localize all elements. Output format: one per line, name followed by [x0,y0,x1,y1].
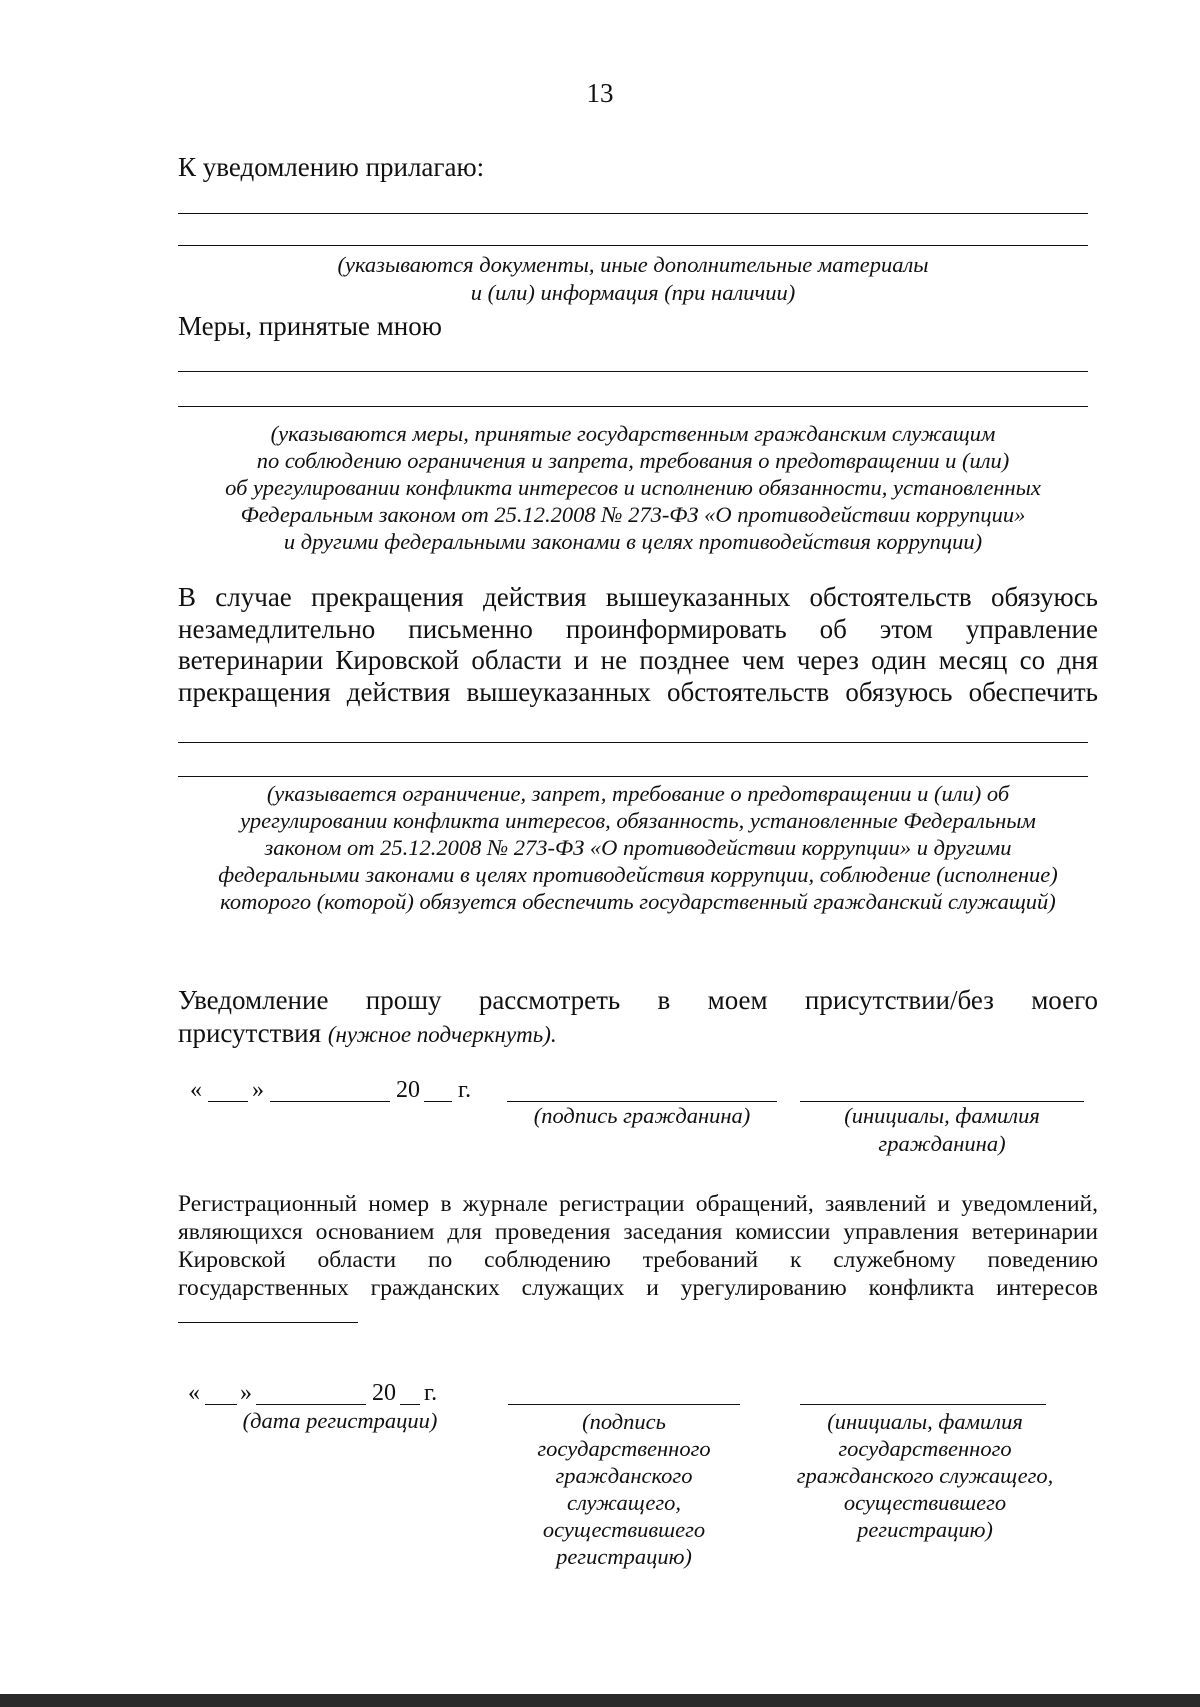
obligation-line: В случае прекращения действия вышеуказанных обстоятельств обязуюсь [178,582,1098,612]
request-line2-text: присутствия [178,1018,328,1048]
registrar-initials-caption-line: осуществившего [843,1490,1007,1515]
attach-hint-line2: и (или) информация (при наличии) [470,280,796,305]
measures-line-2 [178,406,1088,407]
obligation-hint [178,780,1098,915]
registration-number-line [178,1322,358,1323]
obligation-hint-line: (указывается ограничение, запрет, требование о предотвращении и (или) об [266,781,1010,806]
registrar-quote-open: « [188,1380,200,1406]
citizen-quote-open: « [190,1077,202,1103]
citizen-quote-close: » [252,1077,264,1103]
measures-hint [178,420,1088,555]
registration-line: государственных гражданских служащих и урегулированию конфликта интересов [178,1275,1098,1301]
registrar-initials-caption-line: государственного [838,1436,1012,1461]
registration-line: Кировской области по соблюдению требований к служебному поведению [178,1247,1098,1273]
measures-label: Меры, принятые мною [178,311,442,341]
obligation-paragraph [178,582,1098,708]
citizen-year-blank [424,1101,452,1102]
registration-line: Регистрационный номер в журнале регистрации обращений, заявлений и уведомлений, [178,1191,1098,1217]
obligation-hint-line: которого (которой) обязуется обеспечить государственный гражданский служащий) [220,889,1056,914]
registrar-initials-caption-line: (инициалы, фамилия [827,1409,1023,1434]
page-number: 13 [586,78,614,108]
registrar-signature-line [508,1404,740,1405]
measures-hint-line: (указываются меры, принятые государственным гражданским служащим [270,421,996,446]
registrar-signature-caption-line: государственного [537,1436,711,1461]
obligation-line-2 [178,776,1088,777]
registrar-initials-caption-line: регистрацию) [857,1517,993,1542]
citizen-month-blank [270,1101,390,1102]
obligation-hint-line: законом от 25.12.2008 № 273-ФЗ «О противодействии коррупции» и другими [264,835,1012,860]
measures-hint-line: и другими федеральными законами в целях противодействия коррупции) [283,529,983,554]
citizen-initials-caption-line1: (инициалы, фамилия [844,1103,1040,1128]
citizen-day-blank [208,1101,248,1102]
attach-line-1 [178,213,1088,214]
obligation-line: прекращения действия вышеуказанных обстоятельств обязуюсь обеспечить [178,676,1098,707]
registrar-date-caption: (дата регистрации) [242,1408,438,1433]
registrar-year-suffix: г. [424,1380,438,1406]
obligation-hint-line: урегулировании конфликта интересов, обязанность, установленные Федеральным [240,808,1036,833]
registrar-year-blank [400,1404,420,1405]
attach-line-2 [178,245,1088,246]
registration-line: являющихся основанием для проведения заседания комиссии управления ветеринарии [178,1219,1098,1245]
request-line2-hint: (нужное подчеркнуть). [327,1022,557,1047]
measures-hint-line: по соблюдению ограничения и запрета, требования о предотвращении и (или) [256,448,1010,473]
attach-label: К уведомлению прилагаю: [178,152,485,182]
registrar-signature-caption-line: осуществившего [542,1517,706,1542]
registrar-initials-line [800,1404,1046,1405]
obligation-line-1 [178,742,1088,743]
measures-hint-line: Федеральным законом от 25.12.2008 № 273-ФЗ «О противодействии коррупции» [240,502,1026,527]
scan-bottom-edge [0,1694,1200,1707]
obligation-line: ветеринарии Кировской области и не позднее чем через один месяц со дня [178,645,1098,675]
citizen-year-suffix: г. [458,1077,472,1103]
citizen-signature-caption: (подпись гражданина) [533,1103,751,1128]
registration-paragraph [178,1190,1098,1302]
registrar-day-blank [205,1404,237,1405]
request-line1: Уведомление прошу рассмотреть в моем присутствии/без моего [178,985,1098,1015]
measures-line-1 [178,371,1088,372]
measures-hint-line: об урегулировании конфликта интересов и исполнению обязанности, установленных [225,475,1041,500]
registrar-signature-caption-line: регистрацию) [556,1544,692,1569]
registrar-signature-caption-line: гражданского служащего, [555,1463,693,1515]
registrar-initials-caption [790,1408,1060,1543]
citizen-initials-caption-line2: гражданина) [878,1131,1006,1156]
attach-hint-line1: (указываются документы, иные дополнительные материалы [337,252,929,277]
registrar-year-prefix: 20 [372,1380,396,1406]
obligation-hint-line: федеральными законами в целях противодействия коррупции, соблюдение (исполнение) [218,862,1058,887]
citizen-year-prefix: 20 [396,1077,420,1103]
registrar-signature-caption [496,1408,752,1570]
registrar-quote-close: » [240,1380,252,1406]
request-line2 [178,1018,557,1051]
registrar-month-blank [256,1404,366,1405]
registrar-signature-caption-line: (подпись [582,1409,666,1434]
registrar-initials-caption-line: гражданского служащего, [796,1463,1054,1488]
obligation-line: незамедлительно письменно проинформировать об этом управление [178,613,1098,644]
